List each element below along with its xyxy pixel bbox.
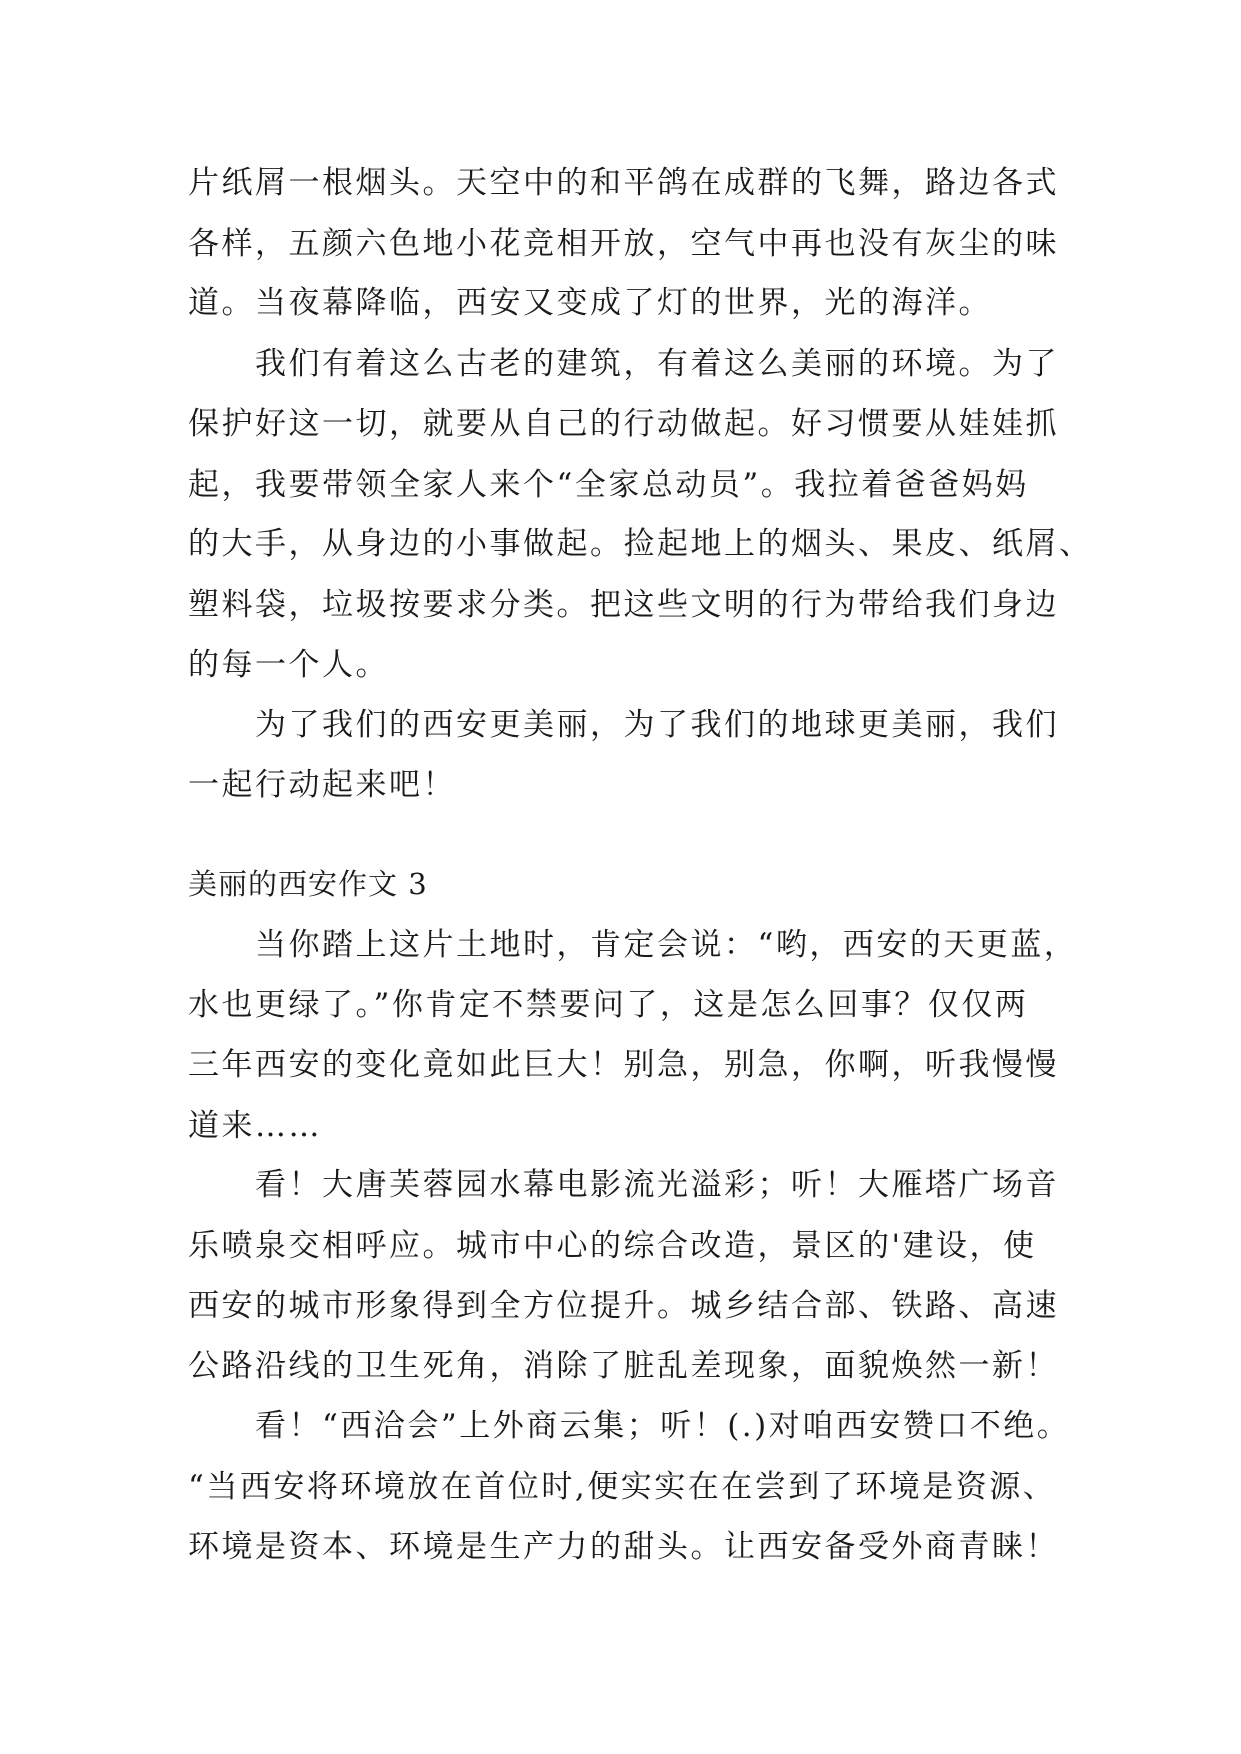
paragraph-line: 公路沿线的卫生死角，消除了脏乱差现象，面貌焕然一新！: [188, 1348, 1059, 1384]
paragraph-line: 当你踏上这片土地时，肯定会说：“哟，西安的天更蓝，: [255, 927, 1078, 963]
paragraph-line: 保护好这一切，就要从自己的行动做起。好习惯要从娃娃抓: [188, 406, 1059, 442]
paragraph-line: 为了我们的西安更美丽，为了我们的地球更美丽，我们: [255, 707, 1059, 743]
section-title: 美丽的西安作文 3: [188, 867, 428, 901]
paragraph-line: 环境是资本、环境是生产力的甜头。让西安备受外商青睐！: [188, 1529, 1059, 1565]
paragraph-line: 起，我要带领全家人来个“全家总动员”。我拉着爸爸妈妈: [188, 467, 1029, 503]
paragraph-line: 的大手，从身边的小事做起。捡起地上的烟头、果皮、纸屑、: [188, 526, 1093, 562]
paragraph-line: 的每一个人。: [188, 647, 389, 683]
paragraph-line: 我们有着这么古老的建筑，有着这么美丽的环境。为了: [255, 346, 1059, 382]
paragraph-line: “当西安将环境放在首位时,便实实在在尝到了环境是资源、: [188, 1469, 1057, 1505]
paragraph-line: 水也更绿了。”你肯定不禁要问了，这是怎么回事？仅仅两: [188, 987, 1029, 1023]
paragraph-line: 塑料袋，垃圾按要求分类。把这些文明的行为带给我们身边: [188, 587, 1059, 623]
paragraph-line: 一起行动起来吧！: [188, 767, 456, 803]
paragraph-line: 道来……: [188, 1108, 322, 1144]
paragraph-line: 各样，五颜六色地小花竞相开放，空气中再也没有灰尘的味: [188, 226, 1059, 262]
paragraph-line: 西安的城市形象得到全方位提升。城乡结合部、铁路、高速: [188, 1288, 1059, 1324]
paragraph-line: 看！大唐芙蓉园水幕电影流光溢彩；听！大雁塔广场音: [255, 1167, 1059, 1203]
paragraph-line: 看！“西洽会”上外商云集；听！(.)对咱西安赞口不绝。: [255, 1408, 1071, 1444]
paragraph-line: 片纸屑一根烟头。天空中的和平鸽在成群的飞舞，路边各式: [188, 165, 1059, 201]
paragraph-line: 乐喷泉交相呼应。城市中心的综合改造，景区的'建设，使: [188, 1228, 1037, 1264]
paragraph-line: 三年西安的变化竟如此巨大！别急，别急，你啊，听我慢慢: [188, 1047, 1059, 1083]
paragraph-line: 道。当夜幕降临，西安又变成了灯的世界，光的海洋。: [188, 285, 992, 321]
